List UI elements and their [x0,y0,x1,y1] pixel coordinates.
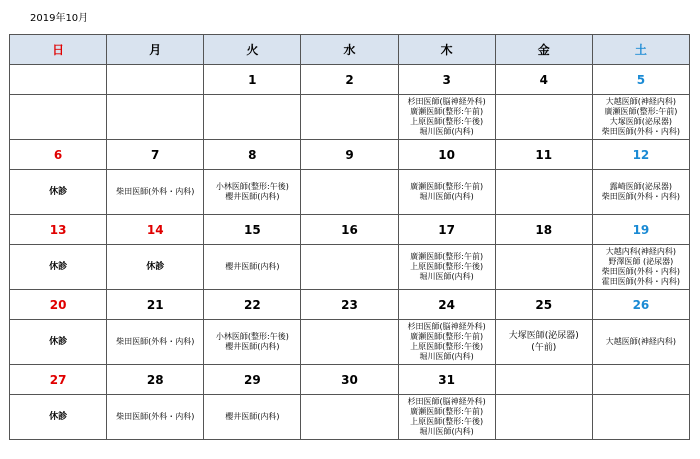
doctor-schedule-line: 杉田医師(脳神経外科) [407,322,486,331]
week-schedule-row [10,170,690,215]
doctor-schedule-line: 柴田医師(外科・内科) [601,267,681,276]
schedule-cell-sun [10,245,107,290]
schedule-cell-fri [495,395,592,440]
schedule-cell-sat [592,170,689,215]
schedule-cell-tue [204,245,301,290]
schedule-cell-sun [10,170,107,215]
doctor-schedule-line: 霍田医師(外科・内科) [601,277,681,286]
doctor-schedule-line: 堀川医師(内科) [419,352,474,361]
doctor-schedule-line: 櫻井医師(内科) [225,262,280,271]
schedule-cell-sun [10,320,107,365]
date-cell-sat: 19 [592,215,689,245]
doctor-schedule-line: 杉田医師(脳神経外科) [407,397,486,406]
calendar-table [9,34,690,440]
schedule-cell-thu [398,245,495,290]
doctor-schedule-line: 露崎医師(泌尿器) [609,182,673,191]
date-cell-mon: 28 [107,365,204,395]
doctor-schedule-line: 小林医師(整形:午後) [215,332,289,341]
week-date-row [10,365,690,395]
schedule-cell-sun [10,95,107,140]
doctor-schedule-line: 櫻井医師(内科) [225,192,280,201]
date-cell-thu: 31 [398,365,495,395]
week-date-row [10,215,690,245]
schedule-cell-sat [592,320,689,365]
doctor-schedule-line: 小林医師(整形:午後) [215,182,289,191]
date-cell-wed: 2 [301,65,398,95]
date-cell-sat: 5 [592,65,689,95]
date-cell-sun: 13 [10,215,107,245]
schedule-cell-thu [398,170,495,215]
weekday-thursday: 木 [398,35,495,65]
closed-label: 休診 [49,412,68,422]
schedule-cell-mon [107,170,204,215]
doctor-schedule-line: 柴田医師(外科・内科) [116,412,195,421]
doctor-schedule-line: 大塚医師(泌尿器) [508,331,579,341]
date-cell-sun: 20 [10,290,107,320]
weekday-tuesday: 火 [204,35,301,65]
weekday-sunday: 日 [10,35,107,65]
doctor-schedule-line: 杉田医師(脳神経外科) [407,97,486,106]
closed-label: 休診 [49,262,68,272]
date-cell-tue: 1 [204,65,301,95]
schedule-cell-thu [398,395,495,440]
doctor-schedule-line: 大越医師(神経内科) [605,97,677,106]
date-cell-fri: 11 [495,140,592,170]
date-cell-sun [10,65,107,95]
schedule-cell-tue [204,395,301,440]
doctor-schedule-line: 廣瀬医師(整形:午前) [604,107,678,116]
doctor-schedule-line: 廣瀬医師(整形:午前) [410,407,484,416]
date-cell-sat: 26 [592,290,689,320]
schedule-cell-sun [10,395,107,440]
doctor-schedule-line: 廣瀬医師(整形:午前) [410,332,484,341]
week-date-row [10,65,690,95]
date-cell-fri: 18 [495,215,592,245]
schedule-cell-fri [495,95,592,140]
doctor-schedule-line: (午前) [531,343,557,353]
weekday-wednesday: 水 [301,35,398,65]
week-schedule-row [10,395,690,440]
date-cell-fri [495,365,592,395]
date-cell-thu: 24 [398,290,495,320]
closed-label: 休診 [49,337,68,347]
date-cell-sun: 27 [10,365,107,395]
weekday-monday: 月 [107,35,204,65]
doctor-schedule-line: 野澤医師 (泌尿器) [608,257,674,266]
date-cell-sun: 6 [10,140,107,170]
date-cell-wed: 30 [301,365,398,395]
doctor-schedule-line: 柴田医師(外科・内科) [601,127,681,136]
schedule-cell-thu [398,320,495,365]
schedule-cell-mon [107,320,204,365]
doctor-schedule-line: 大塚医師(泌尿器) [609,117,673,126]
schedule-cell-wed [301,320,398,365]
doctor-schedule-line: 櫻井医師(内科) [225,412,280,421]
date-cell-wed: 23 [301,290,398,320]
date-cell-thu: 17 [398,215,495,245]
date-cell-mon: 14 [107,215,204,245]
schedule-cell-fri [495,245,592,290]
calendar-month-title: 2019年10月 [30,13,89,24]
doctor-schedule-line: 大越内科(神経内科) [605,247,677,256]
weekday-saturday: 土 [592,35,689,65]
date-cell-tue: 15 [204,215,301,245]
date-cell-wed: 9 [301,140,398,170]
date-cell-mon: 7 [107,140,204,170]
week-schedule-row [10,95,690,140]
schedule-cell-sat [592,95,689,140]
doctor-schedule-line: 上原医師(整形:午後) [410,117,484,126]
date-cell-wed: 16 [301,215,398,245]
doctor-schedule-line: 廣瀬医師(整形:午前) [410,252,484,261]
schedule-cell-mon [107,245,204,290]
doctor-schedule-line: 堀川医師(内科) [419,127,474,136]
schedule-cell-thu [398,95,495,140]
date-cell-tue: 29 [204,365,301,395]
doctor-schedule-line: 廣瀬医師(整形:午前) [410,182,484,191]
date-cell-sat: 12 [592,140,689,170]
date-cell-tue: 8 [204,140,301,170]
week-date-row [10,140,690,170]
schedule-cell-tue [204,320,301,365]
doctor-schedule-line: 大越医師(神経内科) [605,337,677,346]
schedule-cell-mon [107,95,204,140]
date-cell-fri: 4 [495,65,592,95]
schedule-cell-fri [495,320,592,365]
schedule-cell-wed [301,170,398,215]
schedule-cell-tue [204,170,301,215]
closed-label: 休診 [49,187,68,197]
doctor-schedule-line: 堀川医師(内科) [419,272,474,281]
week-schedule-row [10,245,690,290]
schedule-cell-wed [301,395,398,440]
doctor-schedule-line: 柴田医師(外科・内科) [116,187,195,196]
doctor-schedule-line: 上原医師(整形:午後) [410,342,484,351]
schedule-cell-tue [204,95,301,140]
doctor-schedule-line: 柴田医師(外科・内科) [601,192,681,201]
date-cell-thu: 10 [398,140,495,170]
doctor-schedule-line: 堀川医師(内科) [419,192,474,201]
week-schedule-row [10,320,690,365]
schedule-cell-sat [592,245,689,290]
date-cell-tue: 22 [204,290,301,320]
date-cell-sat [592,365,689,395]
doctor-schedule-line: 上原医師(整形:午後) [410,262,484,271]
date-cell-mon: 21 [107,290,204,320]
doctor-schedule-line: 柴田医師(外科・内科) [116,337,195,346]
weekday-friday: 金 [495,35,592,65]
doctor-schedule-line: 上原医師(整形:午後) [410,417,484,426]
schedule-cell-wed [301,95,398,140]
doctor-schedule-line: 堀川医師(内科) [419,427,474,436]
schedule-cell-mon [107,395,204,440]
date-cell-fri: 25 [495,290,592,320]
date-cell-thu: 3 [398,65,495,95]
schedule-cell-wed [301,245,398,290]
weekday-header-row [10,35,690,65]
schedule-cell-sat [592,395,689,440]
doctor-schedule-line: 廣瀬医師(整形:午前) [410,107,484,116]
week-date-row [10,290,690,320]
date-cell-mon [107,65,204,95]
schedule-cell-fri [495,170,592,215]
closed-label: 休診 [146,262,165,272]
doctor-schedule-line: 櫻井医師(内科) [225,342,280,351]
